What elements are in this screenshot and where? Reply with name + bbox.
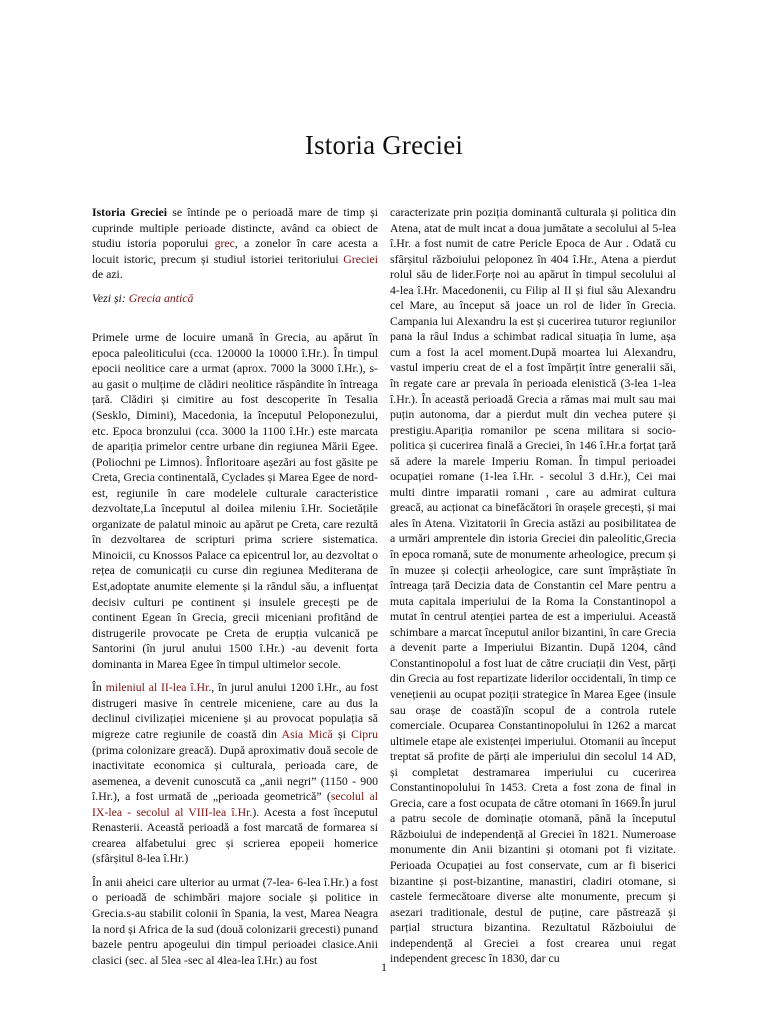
paragraph-archaic: În anii aheici care ulterior au urmat (7-lea- 6-lea î.Hr.) a fost o perioadă de schimbări majore sociale și politice in Grecia.s-au stabilit colonii în Spania, la vest, Marea Neagra la nord și Africa de la sud (două colonizarii grecesti) punand bazele pentru apogeului din timpul perioadei clasice.Anii clasici (sec. al 5lea -sec al 4lea-lea î.Hr.) au fost [92, 874, 378, 967]
left-column [92, 205, 378, 968]
page-title: Istoria Greciei [304, 130, 464, 161]
link-asia-mica[interactable]: Asia Mică [281, 726, 333, 741]
right-column [390, 205, 676, 967]
paragraph-classical-to-modern: caracterizate prin poziția dominantă culturala și politica din Atena, atat de mult incat a doua jumătate a secolului al 5-lea î.Hr. a fost numit de catre Pericle Epoca de Aur . Odată cu sfârșitul războiului peloponez în 404 î.Hr., Atena a pierdut rolul său de lider.Forțe noi au apărut în timpul secolului al 4-lea î.Hr. Macedonenii, cu Filip al II și fiul său Alexandru cel Mare, au început să joace un rol de lider în Grecia. Campania lui Alexandru la est și cucerirea tuturor regiunilor pana la râul Indus a schimbat radical situația în lume, așa cum a fost la acel moment.După moartea lui Alexandru, vastul imperiu creat de el a fost împărțit între generalii săi, în regate care ar prevala în perioada elenistică (3-lea 1-lea î.Hr.). În această perioadă Grecia a rămas mai mult sau mai puțin autonoma, dar a pierdut mult din vechea putere și prestigiu.Apariția romanilor pe scena militara si socio-politica și cucerirea finală a Greciei, în 146 î.Hr.a forțat țară să adere la marele Imperiu Roman. În timpul perioadei ocupației romane (1-lea î.Hr. - secolul 3 d.Hr.), Cei mai multi dintre imparatii romani , care au admirat cultura greacă, au acționat ca binefăcători în orașele grecești, și mai ales în Atena. Vizitatorii în Grecia astăzi au posibilitatea de a urmări amprentele din istoria Greciei din paleolitic,Grecia în epoca romană, sute de monumente arheologice, precum și în muzee și colecții arheologice, care sunt împrăștiate în întreaga țară Decizia data de Constantin cel Mare pentru a muta capitala imperiului de la Roma la Constantinopol a mutat în centrul atenției partea de est a imperiului. Această schimbare a marcat începutul anilor bizantini, în care Grecia a devenit parte a Imperiului Bizantin. După 1204, când Constantinopolul a fost luat de către cruciații din Vest, părți din Grecia au fost repartizate liderilor occidentali, în timp ce venețienii au ocupat poziții strategice în Marea Egee (insule sau orașe de coastă)în scopul de a controla rutele comerciale. Ocuparea Constantinopolului în 1262 a marcat ultimele etape ale existenței imperiului. Otomanii au început treptat să profite de părți ale imperiului din secolul 14 AD, și completat destramarea imperiului cu cucerirea Constantinopolului în 1453. Creta a fost zona de final in Grecia, care a fost ocupata de către otomani în 1669.În jurul a patru secole de dominație otomană, până la începutul Războiului de independență al Greciei în 1821. Numeroase monumente din Anii bizantini și otomani pot fi vizitate. Perioada Ocupației au fost conservate, cum ar fi biserici bizantine și post-bizantine, manastiri, cladiri otomane, si castele fermecătoare diverse alte monumente, precum și asezari traditionale, destul de puține, care păstrează și parțial structura bizantina. Rezultatul Războiului de independență al Greciei a fost crearea unui regat independent grecesc în 1830, dar cu [390, 205, 676, 966]
link-secolul[interactable]: secolul al IX-lea - secolul al VIII-lea î.Hr. [92, 789, 378, 819]
link-cipru[interactable]: Cipru [351, 726, 379, 741]
link-grecia-antica[interactable]: Grecia antică [128, 290, 194, 305]
intro-paragraph: Istoria Greciei se întinde pe o perioadă mare de timp și cuprinde multiple perioade distincte, având ca obiect de studiu istoria poporului grec, a zonelor în care acesta a locuit istoric, precum și studiul istoriei teritoriului Greciei de azi. [92, 205, 378, 282]
link-mileniul[interactable]: mileniul al II-lea î.Hr. [105, 680, 212, 695]
lead-term: Istoria Greciei [92, 205, 168, 219]
see-also: Vezi și: Grecia antică [92, 290, 194, 305]
paragraph-prehistory: Primele urme de locuire umană în Grecia, au apărut în epoca paleoliticului (cca. 120000 la 10000 î.Hr.). În timpul epocii neolitice care a urmat (aprox. 7000 la 3000 î.Hr.), s-au gasit o mulțime de clădiri neolitice răspândite în întreaga țară. Clădiri și cimitire au fost descoperite în Tesalia (Sesklo, Dimini), Macedonia, la începutul Peloponezului, etc. Epoca bronzului (cca. 3000 la 1100 î.Hr.) este marcata de apariția primelor centre urbane din regiunea Mării Egee.(Poliochni pe Limnos). Înfloritoare așezări au fost găsite pe Creta, Grecia continentală, Cyclades și Marea Egee de nord-est, regiunile în care modelele culturale caracteristice dezvoltate,La începutul al doilea mileniu î.Hr. Societățile organizate de palatul minoic au apărut pe Creta, care rezultă în dezvoltarea de scripturi prima scriere sistematica. Minoicii, cu Knossos Palace ca epicentrul lor, au dezvoltat o rețea de comunicații cu curse din regiunea Mediterana de Est,adoptate anumite elemente și la rândul său, a influențat decisiv culturi pe continent și insulele grecești pe de continent Egean în Grecia, grecii miceniani profitând de distrugerile provocate pe Creta de erupția vulcanică pe Santorini (în jurul anului 1500 î.Hr.) -au devenit forta dominanta in Marea Egee în timpul ultimelor secole. [92, 330, 378, 671]
page-number: 1 [381, 960, 387, 974]
link-greciei[interactable]: Greciei [343, 251, 378, 266]
paragraph-dark-ages: În mileniul al II-lea î.Hr., în jurul anului 1200 î.Hr., au fost distrugeri masive în centrele miceniene, care au dus la declinul civilizației miceniene și au provocat populația să migreze catre regiunile de coastă din Asia Mică și Cipru (prima colonizare greacă). După aproximativ două secole de inactivitate economica și culturala, perioada care, de asemenea, a devenit cunoscută ca „anii negri” (1150 - 900 î.Hr.), a fost urmată de „perioada geometrică” (secolul al IX-lea - secolul al VIII-lea î.Hr.). Acesta a fost începutul Renasterii. Această perioadă a fost marcată de formarea si crearea alfabetului grec și scrierea epopeii homerice (sfârșitul 8-lea î.Hr.) [92, 680, 379, 866]
link-grec[interactable]: grec [214, 236, 235, 251]
